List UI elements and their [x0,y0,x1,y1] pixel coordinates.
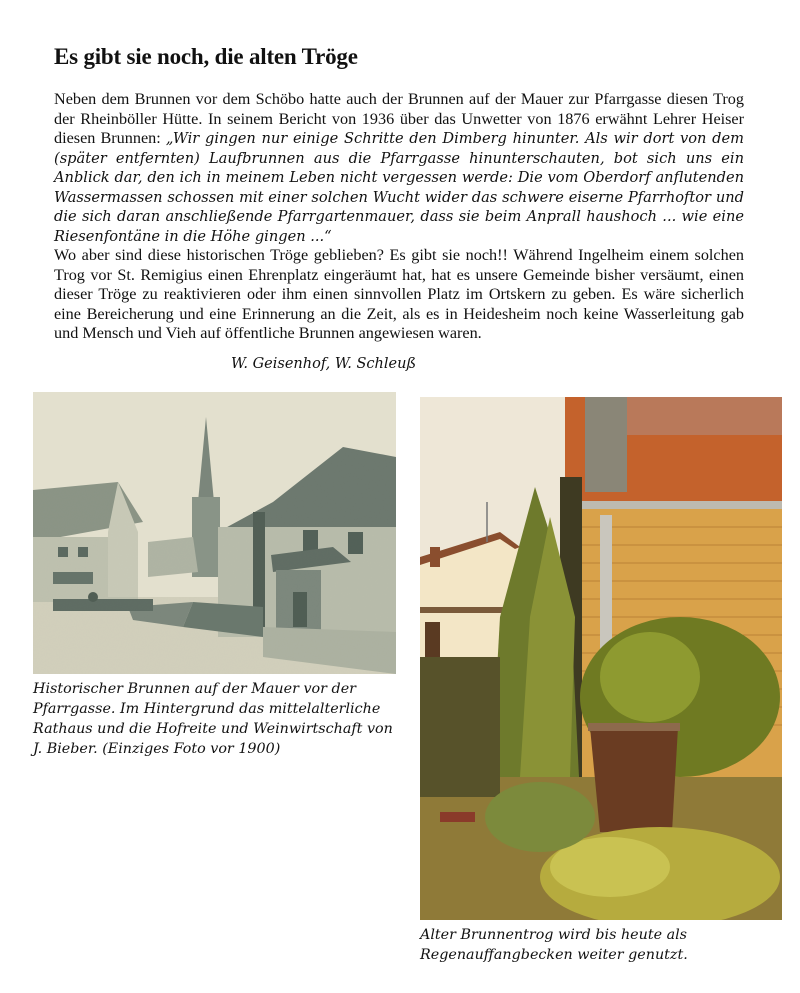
historic-fountain-photo [33,392,396,674]
paragraph-intro: Neben dem Brunnen vor dem Schöbo hatte auch der Brunnen auf der Mauer zur Pfarrgasse diesen Trog der Rheinböller Hütte. In seinem Bericht von 1936 über das Unwetter von 1876 erwähnt Lehrer Heiser diesen Brunnen: [54,90,744,147]
color-photo-illustration [420,397,782,920]
historic-photo-illustration [33,392,396,674]
article-title: Es gibt sie noch, die alten Tröge [54,44,358,69]
trough-garden-photo [420,397,782,920]
article-body [54,90,744,344]
trough-photo-caption: Alter Brunnentrog wird bis heute als Regenauffangbecken weiter genutzt. [420,927,688,963]
article-authors: W. Geisenhof, W. Schleuß [231,356,417,372]
historical-quote: „Wir gingen nur einige Schritte den Dimberg hinunter. Als wir dort von dem (später entfernten) Laufbrunnen aus die Pfarrgasse hinunterschauten, bot sich uns ein Anblick dar, den ich in meinem Leben nicht vergessen werde: Die vom Oberdorf anflutenden Wassermassen schossen mit einer solchen Wucht wider das schwere eiserne Pfarrhoftor und die sich daran anschließende Pfarrgartenmauer, dass sie beim Anprall haushoch ... wie eine Riesenfontäne in die Höhe gingen ...“ [54,130,744,245]
historic-photo-caption: Historischer Brunnen auf der Mauer vor der Pfarrgasse. Im Hintergrund das mittelalterliche Rathaus und die Hofreite und Weinwirtschaft von J. Bieber. (Einziges Foto vor 1900) [33,681,393,757]
paragraph-two: Wo aber sind diese historischen Tröge geblieben? Es gibt sie noch!! Während Ingelheim einem solchen Trog vor St. Remigius einen Ehrenplatz eingeräumt hat, hat es unsere Gemeinde bisher versäumt, einen dieser Tröge zu reaktivieren oder ihm einen sinnvollen Platz im Ortskern zu geben. Es wäre sicherlich eine Bereicherung und eine Erinnerung an die Zeit, als es in Heidesheim noch keine Wasserleitung gab und Mensch und Vieh auf öffentliche Brunnen angewiesen waren. [54,246,744,342]
